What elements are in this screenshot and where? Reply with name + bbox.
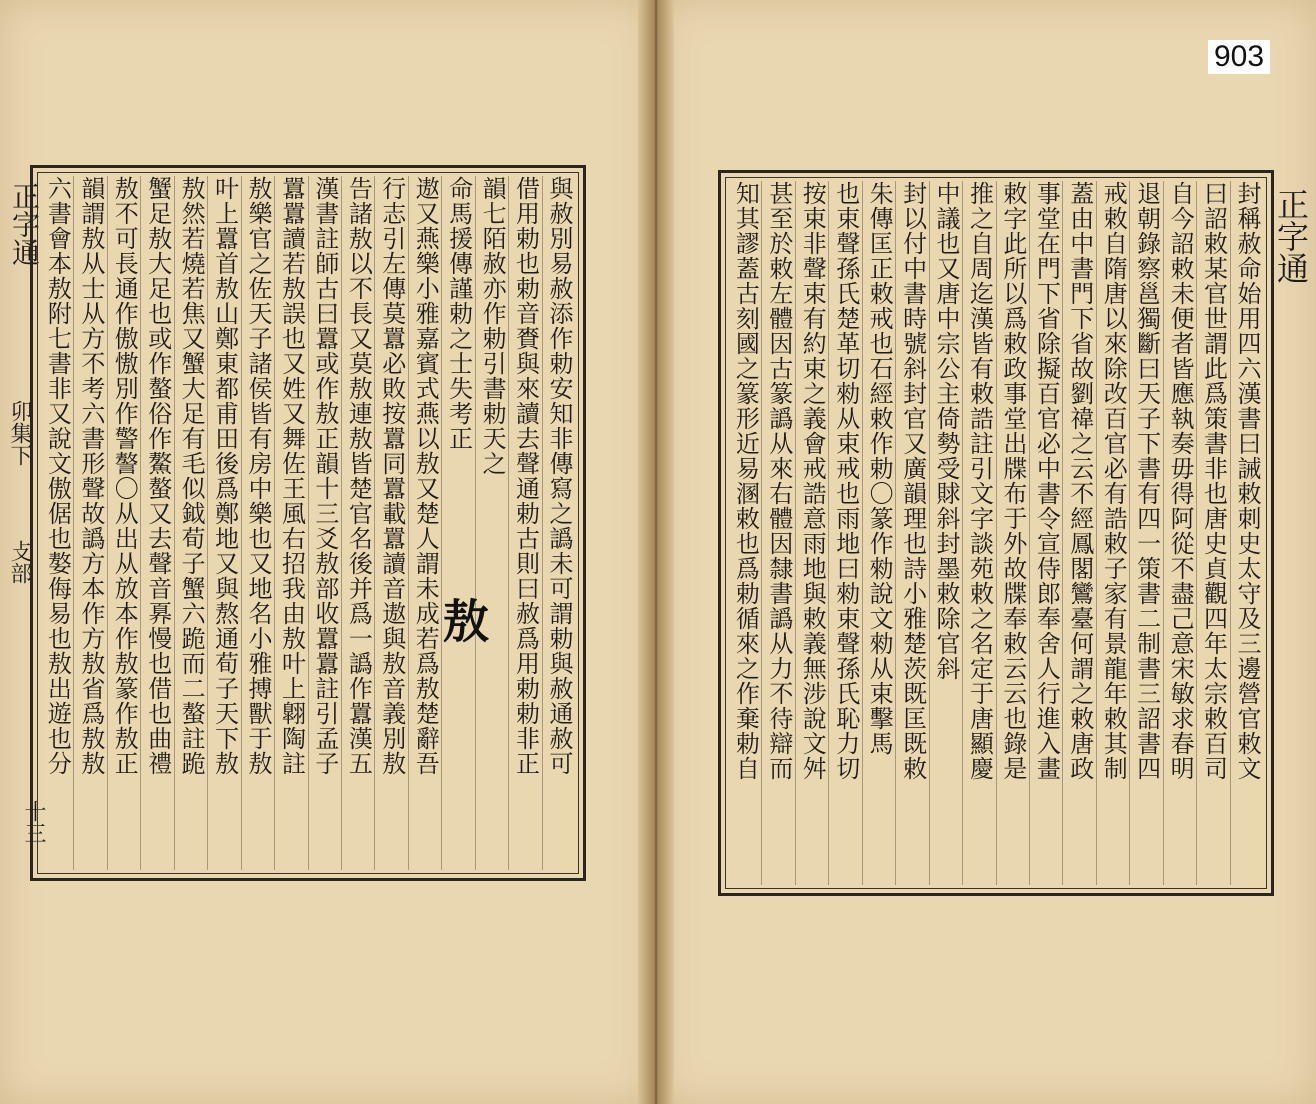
column-text: 與赦別易赦添作勅安知非傳寫之譌未可謂勅與赦通赦可 [544,176,573,776]
column-text: 封稱赦命始用四六漢書曰誡敕刺史太守及三邊營官敕文 [1232,181,1261,781]
column-text: 按束非聲束有約束之義會戒誥意雨地與敕義無涉說文舛 [798,181,827,781]
text-column [207,176,240,870]
text-column [73,176,106,870]
text-column [828,181,861,885]
radical-text: 攴部 [7,540,32,584]
section-text: 卯集下 [7,400,32,466]
text-column [729,181,761,885]
left-columns [41,176,575,870]
right-columns [729,181,1263,885]
column-text: 叶上囂首敖山鄭東都甫田後爲鄭地又與熬通荀子天下敖 [210,176,239,776]
column-text: 事堂在門下省除擬百官必中書令宣侍郎奉舍人行進入畫 [1032,181,1061,781]
text-column [441,176,474,870]
book-gutter [638,0,674,1104]
right-margin-book-title [1268,188,1314,284]
column-text: 韻七陌赦亦作勅引書勅天之 [478,176,507,476]
column-text: 韻謂敖从士从方不考六書形聲故譌方本作方敖省爲敖敖 [76,176,105,776]
column-text: 囂囂讀若敖誤也又姓又舞佐王風右招我由敖叶上翺陶註 [277,176,306,776]
column-text: 自今詔敕未便者皆應執奏毋得阿從不盡己意宋敏求春明 [1166,181,1195,781]
text-column [140,176,173,870]
text-column [962,181,995,885]
column-text: 封以付中書時號斜封官又廣韻理也詩小雅楚茨既匡既敕 [898,181,927,781]
text-column [761,181,794,885]
text-column [41,176,73,870]
column-text: 敖然若燒若焦又蟹大足有毛似鉞荀子蟹六跪而二螯註跪 [177,176,206,776]
column-text: 告諸敖以不長又莫敖連敖皆楚官名後并爲一譌作囂漢五 [344,176,373,776]
column-text: 六書會本敖附七書非又說文傲倨也嫯侮易也敖出遊也分 [43,176,72,776]
book-title-text: 正字通 [1272,188,1310,284]
column-text: 敖樂官之佐天子諸侯皆有房中樂也又地名小雅搏獸于敖 [244,176,273,776]
text-column [795,181,828,885]
text-column [475,176,508,870]
text-column [1129,181,1162,885]
column-text: 遨又燕樂小雅嘉賓式燕以敖又楚人謂未成若爲敖楚辭吾 [411,176,440,776]
text-column [862,181,895,885]
text-column [241,176,274,870]
text-column [1196,181,1229,885]
column-text: 敕字此所以爲敕政事堂出牒布于外故牒奉敕云云也錄是 [998,181,1027,781]
column-text: 推之自周迄漢皆有敕誥註引文字談苑敕之名定于唐顯慶 [965,181,994,781]
text-column [107,176,140,870]
left-text-frame [30,165,586,881]
text-column [1230,181,1263,885]
column-text: 敖不可長通作傲慠別作警謷〇从出从放本作敖篆作敖正 [110,176,139,776]
text-column [374,176,407,870]
right-text-frame [718,170,1274,896]
column-text: 蓋由中書門下省故劉禕之云不經鳳閣鸞臺何謂之敕唐政 [1065,181,1094,781]
column-text: 也束聲孫氏楚革切勑从束戒也雨地曰勑束聲孫氏恥力切 [831,181,860,781]
column-text: 命馬援傳謹勅之士失考正 [444,176,473,451]
column-text: 朱傳匡正敕戒也石經敕作勅〇篆作勑說文勑从束擊馬 [865,181,894,756]
column-text: 中議也又唐中宗公主倚勢受賕斜封墨敕除官斜 [932,181,961,681]
text-column [929,181,962,885]
column-text: 借用勅也勅音賚與來讀去聲通勅古則曰赦爲用勅勅非正 [511,176,540,776]
column-text: 知其謬蓋古刻國之篆形近易溷敕也爲勅循來之作棄勅自 [731,181,760,781]
column-text: 蟹足敖大足也或作螯俗作鰲螯又去聲音奡慢也借也曲禮 [143,176,172,776]
column-text: 漢書註師古曰囂或作敖正韻十三爻敖部收囂囂註引孟子 [310,176,339,776]
column-text: 戒敕自隋唐以來除改百官必有誥敕子家有景龍年敕其制 [1099,181,1128,781]
column-text: 退朝錄察邕獨斷曰天子下書有四一策書二制書三詔書四 [1132,181,1161,781]
entry-heading-character: 敖 [436,597,490,643]
text-column [1029,181,1062,885]
scan-page-number: 903 [1208,40,1270,74]
text-column [895,181,928,885]
column-text: 甚至於敕左體因古篆譌从來右體因隸書譌从力不待辯而 [764,181,793,781]
text-column [1163,181,1196,885]
book-title-text: 正字通 [8,182,41,266]
text-column [1096,181,1129,885]
text-column [174,176,207,870]
text-column [274,176,307,870]
text-column [408,176,441,870]
folio-text: 十三 [21,800,46,844]
text-column [341,176,374,870]
text-column [508,176,541,870]
column-text: 曰詔敕某官世謂此爲策書非也唐史貞觀四年太宗敕百司 [1199,181,1228,781]
text-column [308,176,341,870]
column-text: 行志引左傳莫囂必敗按囂同囂載囂讀音遨與敖音義別敖 [377,176,406,776]
text-column [542,176,575,870]
text-column [1062,181,1095,885]
text-column [996,181,1029,885]
